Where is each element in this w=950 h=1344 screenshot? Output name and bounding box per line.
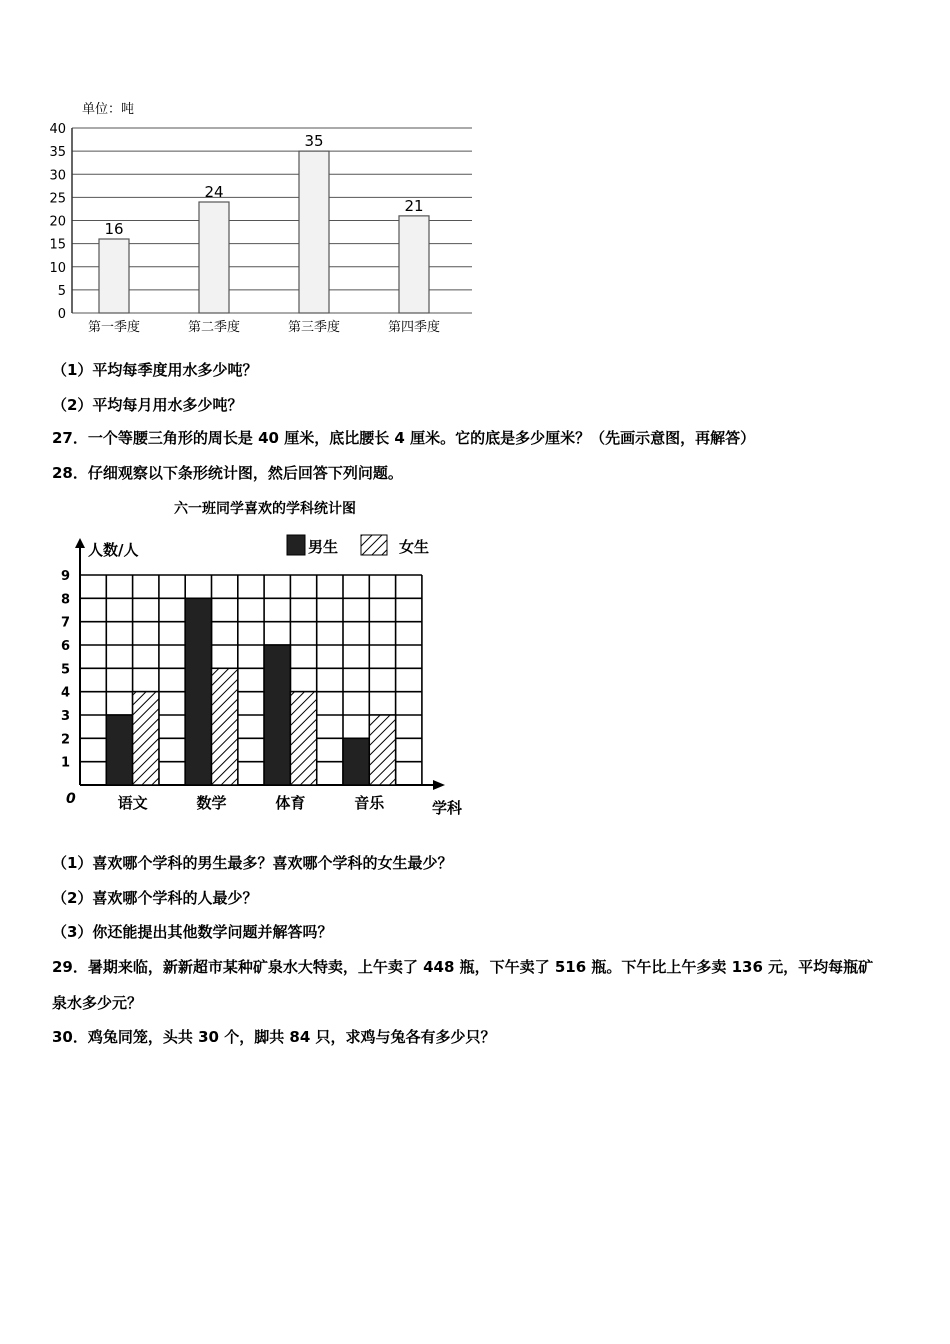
chart2-bar-girls <box>212 668 238 785</box>
chart1-value-label: 16 <box>104 220 124 238</box>
chart2-category-label: 数学 <box>196 794 227 812</box>
chart2-y-tick-label: 5 <box>60 662 70 678</box>
chart1-y-tick-label: 15 <box>49 237 66 253</box>
chart2-y-tick-label: 7 <box>60 615 70 631</box>
chart1-bar <box>299 151 329 313</box>
chart1-y-tick-label: 25 <box>49 191 66 207</box>
chart1-value-label: 35 <box>304 132 324 151</box>
chart1-y-tick-label: 5 <box>57 283 66 299</box>
chart1-bar <box>399 216 429 313</box>
chart2-y-tick-label: 3 <box>60 709 70 724</box>
question-26-1: （1）平均每季度用水多少吨？ <box>52 361 258 379</box>
chart2-y-tick-label: 1 <box>60 755 70 771</box>
question-28-2: （2）喜欢哪个学科的人最少？ <box>52 889 258 907</box>
chart1-y-tick-label: 40 <box>49 122 66 137</box>
question-27: 27．一个等腰三角形的周长是 40 厘米，底比腰长 4 厘米。它的底是多少厘米？（先画示意图，再解答） <box>52 429 756 447</box>
chart2-category-label: 体育 <box>275 794 306 812</box>
chart2-y-tick-label: 6 <box>60 639 70 654</box>
chart2-y-tick-label: 4 <box>60 685 70 701</box>
chart1-y-tick-label: 35 <box>49 145 66 161</box>
chart2-origin: 0 <box>66 791 76 807</box>
question-30: 30．鸡兔同笼，头共 30 个，脚共 84 只，求鸡与兔各有多少只？ <box>52 1028 496 1046</box>
chart2-ylabel: 人数/人 <box>88 541 139 559</box>
question-26-2: （2）平均每月用水多少吨？ <box>52 396 243 414</box>
chart1-category-label: 第二季度 <box>187 320 241 335</box>
chart1-y-tick-label: 0 <box>57 307 66 322</box>
chart1-category-label: 第一季度 <box>87 320 141 335</box>
subject-bar-chart <box>55 495 475 830</box>
chart1-unit-label: 单位：吨 <box>82 102 135 117</box>
legend-boys-label: 男生 <box>308 538 339 556</box>
chart2-y-tick-label: 2 <box>60 732 70 748</box>
chart2-bar-girls <box>133 692 159 785</box>
chart1-bar <box>99 239 129 313</box>
chart2-category-label: 音乐 <box>354 794 385 812</box>
legend-girls-swatch <box>361 535 387 555</box>
chart2-y-tick-label: 8 <box>60 592 70 608</box>
chart2-bar-girls <box>290 692 316 785</box>
chart2-xlabel: 学科 <box>432 799 463 817</box>
chart1-y-tick-label: 10 <box>49 260 66 276</box>
legend-girls-label: 女生 <box>399 538 430 556</box>
water-usage-bar-chart <box>40 95 480 340</box>
chart1-value-label: 21 <box>404 196 424 215</box>
chart1-category-label: 第三季度 <box>287 320 341 335</box>
chart2-category-label: 语文 <box>117 794 148 812</box>
chart1-bar <box>199 202 229 313</box>
chart1-y-tick-label: 20 <box>49 214 66 230</box>
question-29-line2: 泉水多少元？ <box>52 994 143 1012</box>
chart2-x-axis-arrow <box>433 780 445 790</box>
chart1-y-tick-label: 30 <box>49 168 66 184</box>
chart2-bar-boys <box>343 738 369 785</box>
chart2-bar-boys <box>106 715 132 785</box>
chart1-category-label: 第四季度 <box>387 320 441 335</box>
chart2-y-axis-arrow <box>75 538 85 548</box>
chart2-title: 六一班同学喜欢的学科统计图 <box>174 501 356 517</box>
chart2-y-tick-label: 9 <box>60 569 70 584</box>
chart2-bar-boys <box>185 598 211 785</box>
question-29-line1: 29．暑期来临，新新超市某种矿泉水大特卖，上午卖了 448 瓶，下午卖了 516 瓶。下午比上午多卖 136 元，平均每瓶矿 <box>52 958 874 976</box>
question-28-1: （1）喜欢哪个学科的男生最多？喜欢哪个学科的女生最少？ <box>52 854 453 872</box>
legend-boys-swatch <box>287 535 305 555</box>
chart2-bar-girls <box>369 715 395 785</box>
question-28: 28．仔细观察以下条形统计图，然后回答下列问题。 <box>52 464 403 482</box>
chart1-value-label: 24 <box>204 183 224 201</box>
chart2-bar-boys <box>264 645 290 785</box>
question-28-3: （3）你还能提出其他数学问题并解答吗？ <box>52 923 333 941</box>
